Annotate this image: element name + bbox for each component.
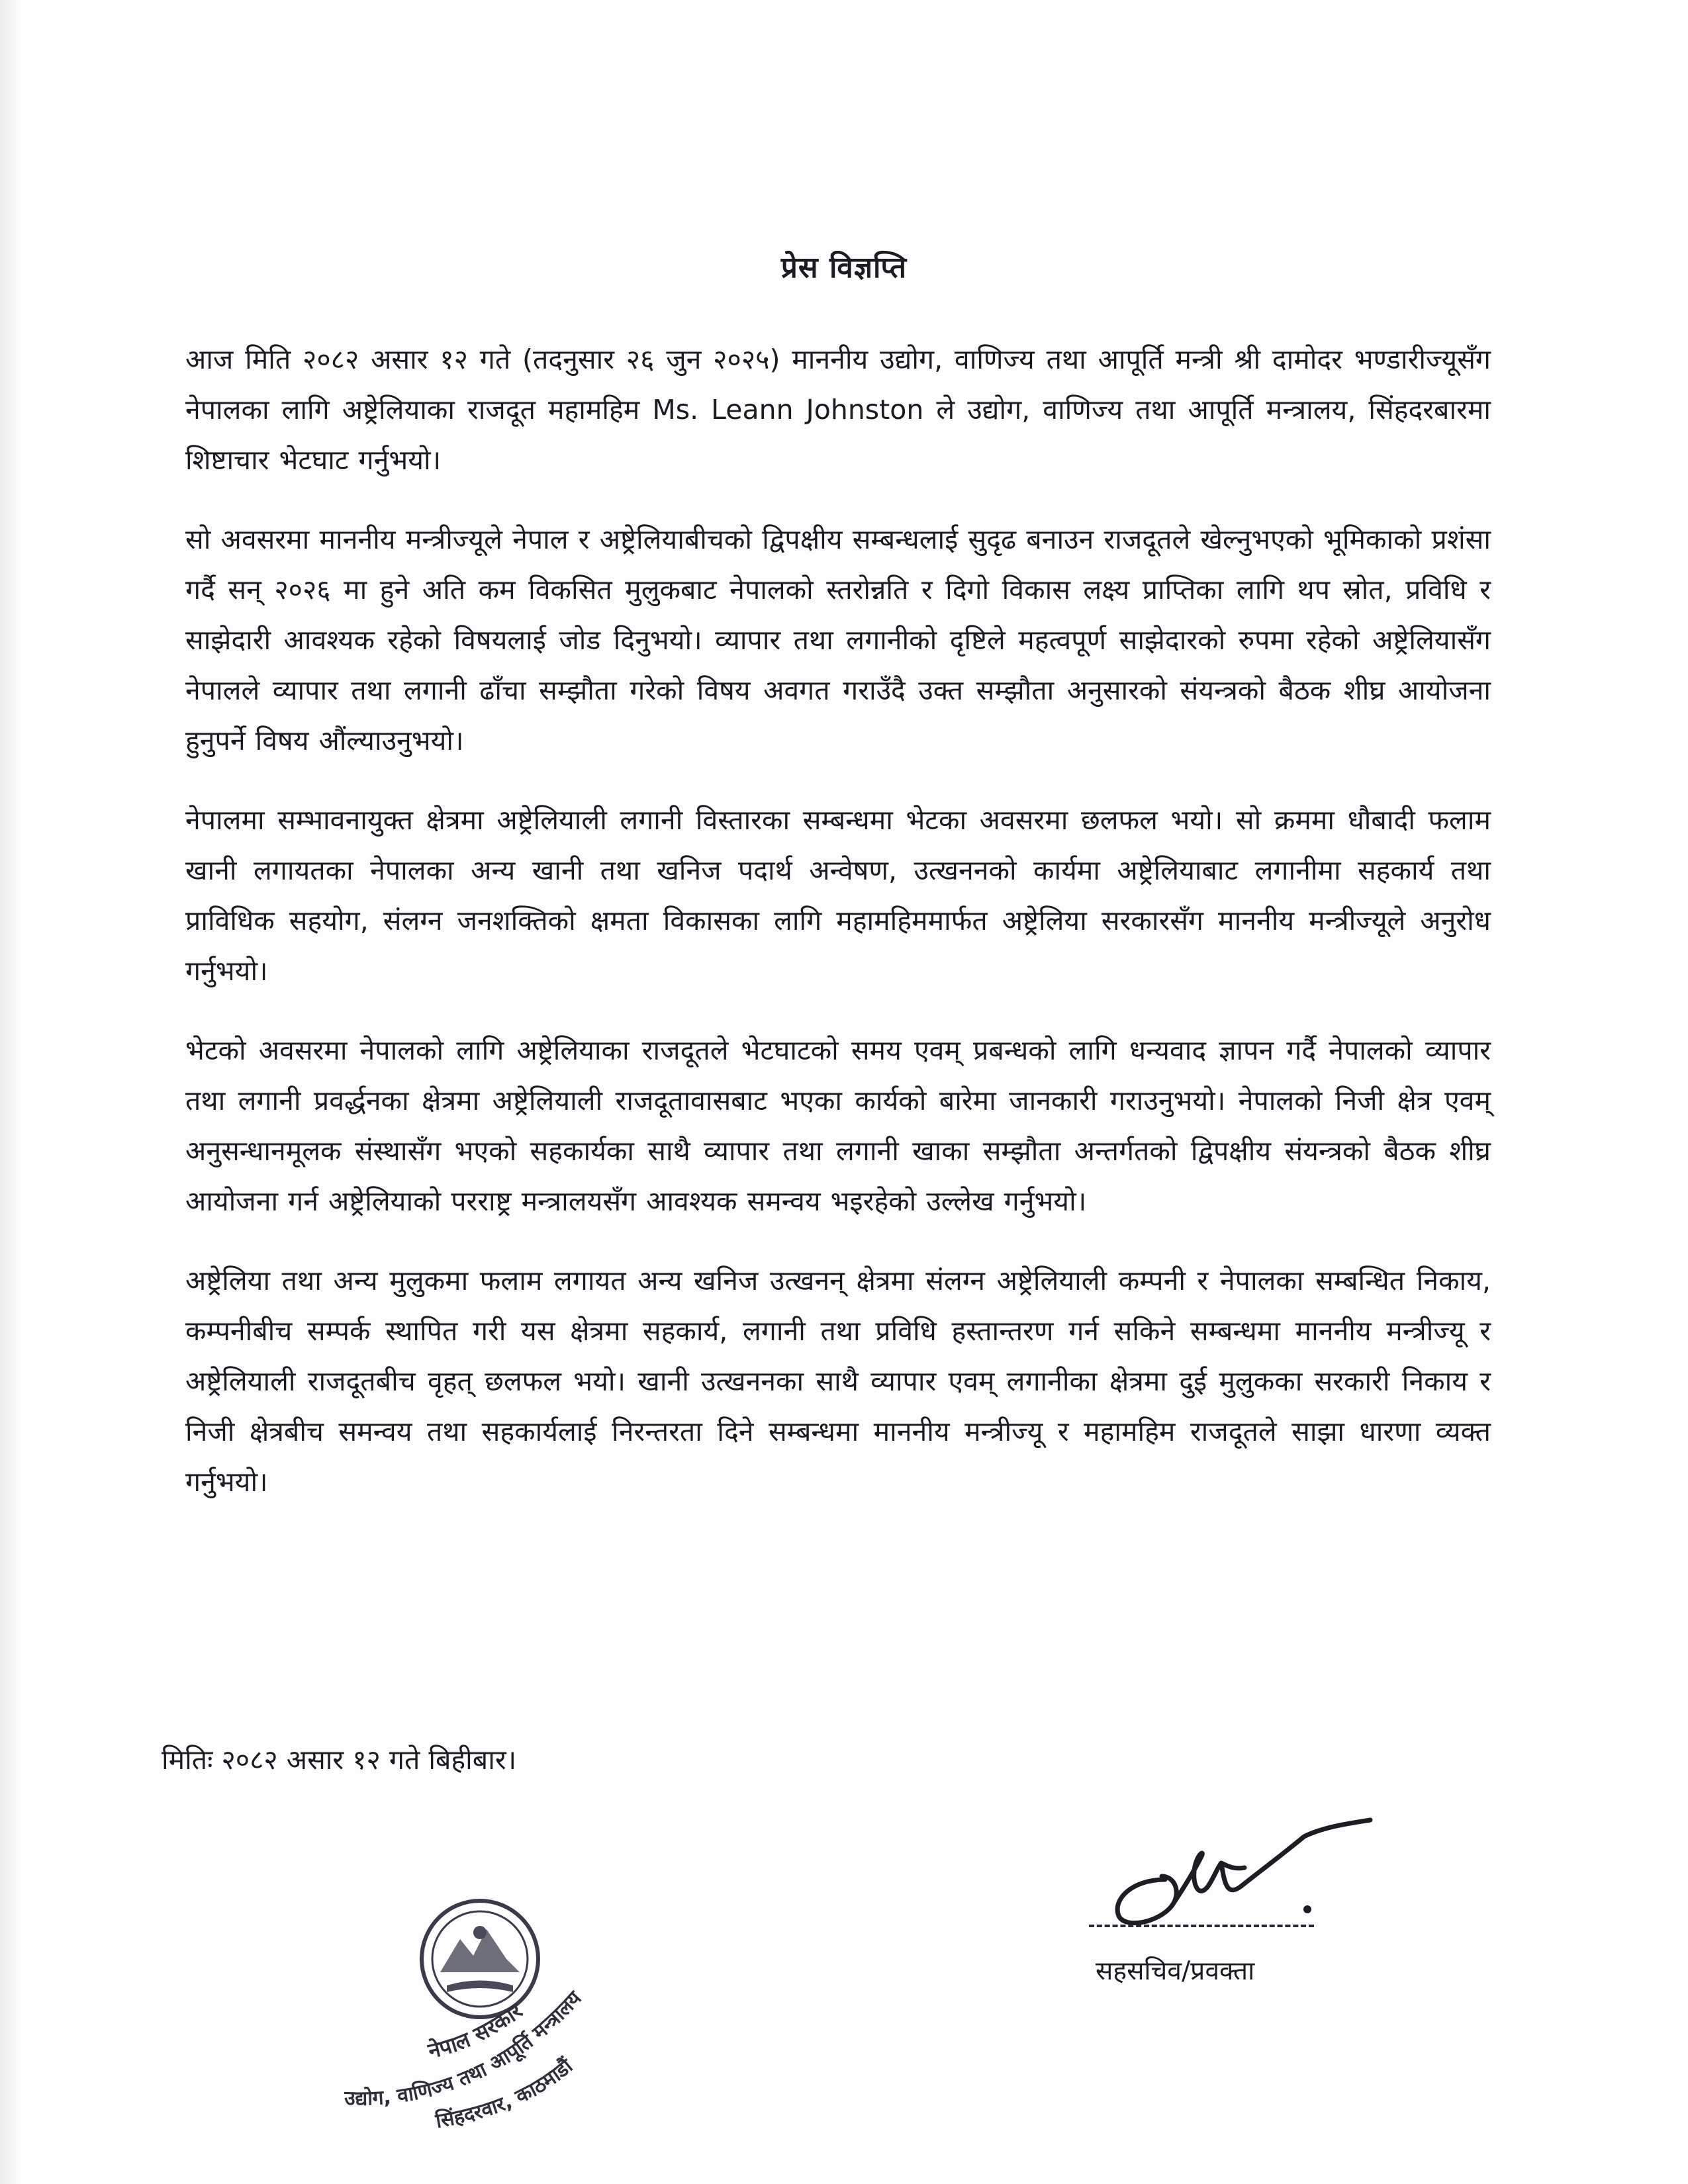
paragraph-5: अष्ट्रेलिया तथा अन्य मुलुकमा फलाम लगायत अन्य खनिज उत्खनन् क्षेत्रमा संलग्न अष्ट्रेलियाली कम्पनी र नेपालका सम्बन्धित निकाय, कम्पनीबीच सम्पर्क स्थापित गरी यस क्षेत्रमा सहकार्य, लगानी तथा प्रविधि हस्तान्तरण गर्न सकिने सम्बन्धमा माननीय मन्त्रीज्यू र अष्ट्रेलियाली राजदूतबीच वृहत् छलफल भयो। खानी उत्खननका साथै व्यापार एवम् लगानीका क्षेत्रमा दुई मुलुकका सरकारी निकाय र निजी क्षेत्रबीच समन्वय तथा सहकार्यलाई निरन्तरता दिने सम्बन्धमा माननीय मन्त्रीज्यू र महामहिम राजदूतले साझा धारणा व्यक्त गर्नुभयो। bbox=[185, 1265, 1491, 1498]
paragraph-2: सो अवसरमा माननीय मन्त्रीज्यूले नेपाल र अष्ट्रेलियाबीचको द्विपक्षीय सम्बन्धलाई सुदृढ बनाउन राजदूतले खेल्नुभएको भूमिकाको प्रशंसा गर्दै सन् २०२६ मा हुने अति कम विकसित मुलुकबाट नेपालको स्तरोन्नति र दिगो विकास लक्ष्य प्राप्तिका लागि थप स्रोत, प्रविधि र साझेदारी आवश्यक रहेको विषयलाई जोड दिनुभयो। व्यापार तथा लगानीको दृष्टिले महत्वपूर्ण साझेदारको रुपमा रहेको अष्ट्रेलियासँग नेपालले व्यापार तथा लगानी ढाँचा सम्झौता गरेको विषय अवगत गराउँदै उक्त सम्झौता अनुसारको संयन्त्रको बैठक शीघ्र आयोजना हुनुपर्ने विषय औंल्याउनुभयो। bbox=[185, 523, 1491, 756]
paragraph-1: आज मिति २०८२ असार १२ गते (तदनुसार २६ जुन २०२५) माननीय उद्योग, वाणिज्य तथा आपूर्ति मन्त्री श्री दामोदर भण्डारीज्यूसँग नेपालका लागि अष्ट्रेलियाका राजदूत महामहिम Ms. Leann Johnston ले उद्योग, वाणिज्य तथा आपूर्ति मन्त्रालय, सिंहदरबारमा शिष्टाचार भेटघाट गर्नुभयो। bbox=[185, 343, 1491, 476]
signature-line bbox=[1089, 1925, 1314, 1927]
signatory-designation: सहसचिव/प्रवक्ता bbox=[1096, 1956, 1255, 1986]
paragraph-3: नेपालमा सम्भावनायुक्त क्षेत्रमा अष्ट्रेलियाली लगानी विस्तारका सम्बन्धमा भेटका अवसरमा छलफल भयो। सो क्रममा धौबादी फलाम खानी लगायतका नेपालका अन्य खानी तथा खनिज पदार्थ अन्वेषण, उत्खननको कार्यमा अष्ट्रेलियाबाट लगानीमा सहकार्य तथा प्राविधिक सहयोग, संलग्न जनशक्तिको क्षमता विकासका लागि महामहिममार्फत अष्ट्रेलिया सरकारसँग माननीय मन्त्रीज्यूले अनुरोध गर्नुभयो। bbox=[185, 804, 1491, 987]
seal-line-2: उद्योग, वाणिज्य तथा आपूर्ति मन्त्रालय bbox=[344, 1987, 586, 2111]
seal-line-1: नेपाल सरकार bbox=[426, 1998, 528, 2064]
signature-icon bbox=[1086, 1807, 1377, 1933]
seal-line-3: सिंहदरवार, काठमाडौं bbox=[434, 2054, 578, 2131]
seal-text-arc bbox=[331, 1893, 675, 2131]
document-body bbox=[185, 334, 1491, 1536]
document-title: प्रेस विज्ञप्ति bbox=[780, 251, 908, 285]
paragraph-4: भेटको अवसरमा नेपालको लागि अष्ट्रेलियाका राजदूतले भेटघाटको समय एवम् प्रबन्धको लागि धन्यवाद ज्ञापन गर्दै नेपालको व्यापार तथा लगानी प्रवर्द्धनका क्षेत्रमा अष्ट्रेलियाली राजदूतावासबाट भएका कार्यको बारेमा जानकारी गराउनुभयो। नेपालको निजी क्षेत्र एवम् अनुसन्धानमूलक संस्थासँग भएको सहकार्यका साथै व्यापार तथा लगानी खाका सम्झौता अन्तर्गतको द्विपक्षीय संयन्त्रको बैठक शीघ्र आयोजना गर्न अष्ट्रेलियाको परराष्ट्र मन्त्रालयसँग आवश्यक समन्वय भइरहेको उल्लेख गर्नुभयो। bbox=[185, 1034, 1491, 1217]
page-edge-shadow bbox=[0, 0, 20, 2184]
document-date: मितिः २०८२ असार १२ गते बिहीबार। bbox=[162, 1744, 517, 1776]
official-seal bbox=[331, 1893, 662, 2131]
